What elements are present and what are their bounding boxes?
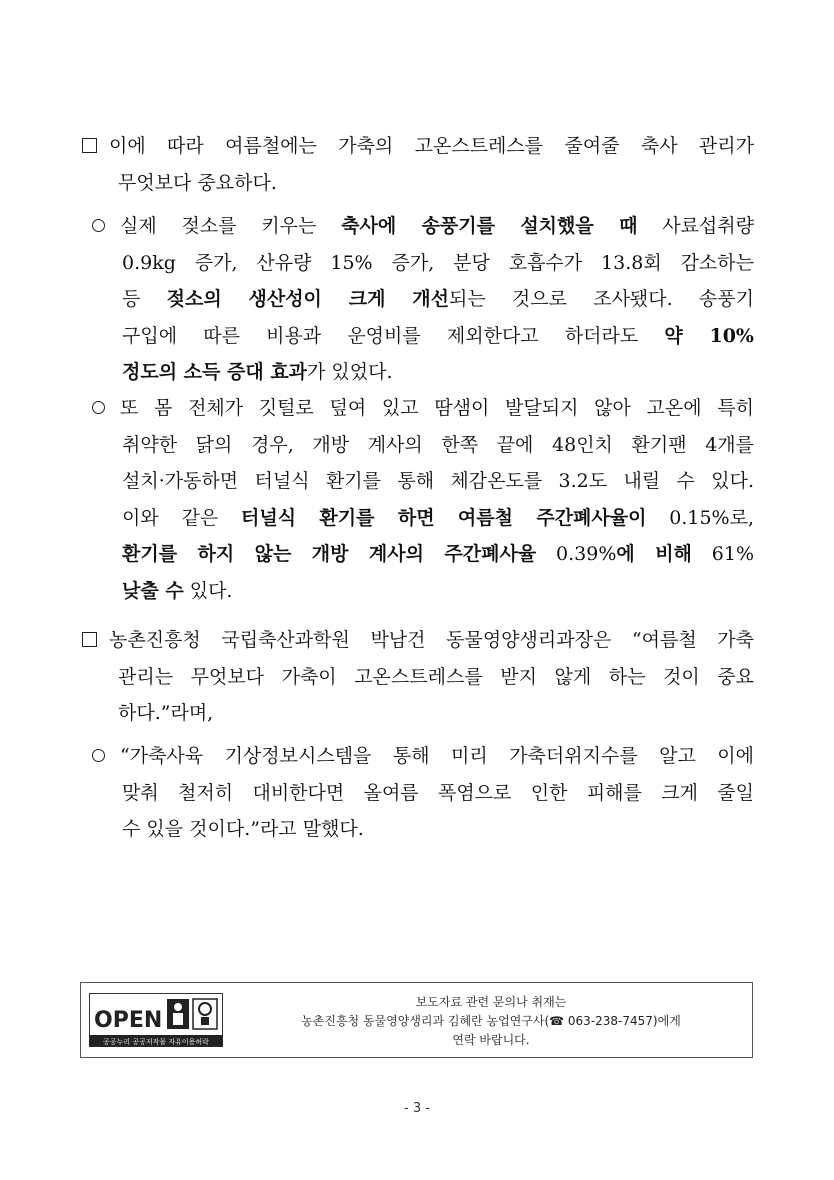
page-number: - 3 -: [404, 1101, 430, 1116]
square-bullet-icon: [82, 138, 97, 153]
contact-info-box: [80, 982, 753, 1058]
bullet-3-paragraph: “가축사육 기상정보시스템을 통해 미리 가축더위지수를 알고 이에 맞춰 철저히 대비한다면 올여름 폭염으로 인한 피해를 크게 줄일 수 있을 것이다.”라고 말했다.: [92, 738, 754, 848]
section-2-paragraph: 농촌진흥청 국립축산과학원 박남건 동물영양생리과장은 “여름철 가축 관리는 무엇보다 가축이 고온스트레스를 받지 않게 하는 것이 중요 하다.”라며,: [82, 622, 754, 732]
bullet-1-paragraph: 실제 젖소를 키우는 축사에 송풍기를 설치했을 때 사료섭취량 0.9kg 증가, 산유량 15% 증가, 분당 호흡수가 13.8회 감소하는 등 젖소의 생산성이 크게 개선되는 것으로 조사됐다. 송풍기 구입에 따른 비용과 운영비를 제외한다고 하더라도 약 10% 정도의 소득 증대 효과가 있었다.: [92, 208, 754, 391]
contact-text: 보도자료 관련 문의나 취재는 농촌진흥청 동물영양생리과 김혜란 농업연구사(☎ 063-238-7457)에게 연락 바랍니다.: [301, 995, 681, 1047]
circle-bullet-icon: [92, 401, 105, 414]
bullet-2-paragraph: 또 몸 전체가 깃털로 덮여 있고 땀샘이 발달되지 않아 고온에 특히 취약한 닭의 경우, 개방 계사의 한쪽 끝에 48인치 환기팬 4개를 설치·가동하면 터널식 환기를 통해 체감온도를 3.2도 내릴 수 있다. 이와 같은 터널식 환기를 하면 여름철 주간폐사율이 0.15%로, 환기를 하지 않는 개방 계사의 주간폐사율 0.39%에 비해 61% 낮출 수 있다.: [92, 390, 754, 609]
square-bullet-icon: [82, 632, 97, 647]
circle-bullet-icon: [92, 219, 105, 232]
svg-text:공공누리 공공저작물 자유이용허락: 공공누리 공공저작물 자유이용허락: [103, 1038, 209, 1046]
section-1-paragraph: 이에 따라 여름철에는 가축의 고온스트레스를 줄여줄 축사 관리가 무엇보다 중요하다.: [82, 128, 754, 201]
kogl-open-license-logo: [89, 993, 223, 1047]
svg-text:OPEN: OPEN: [94, 1008, 163, 1033]
circle-bullet-icon: [92, 749, 105, 762]
